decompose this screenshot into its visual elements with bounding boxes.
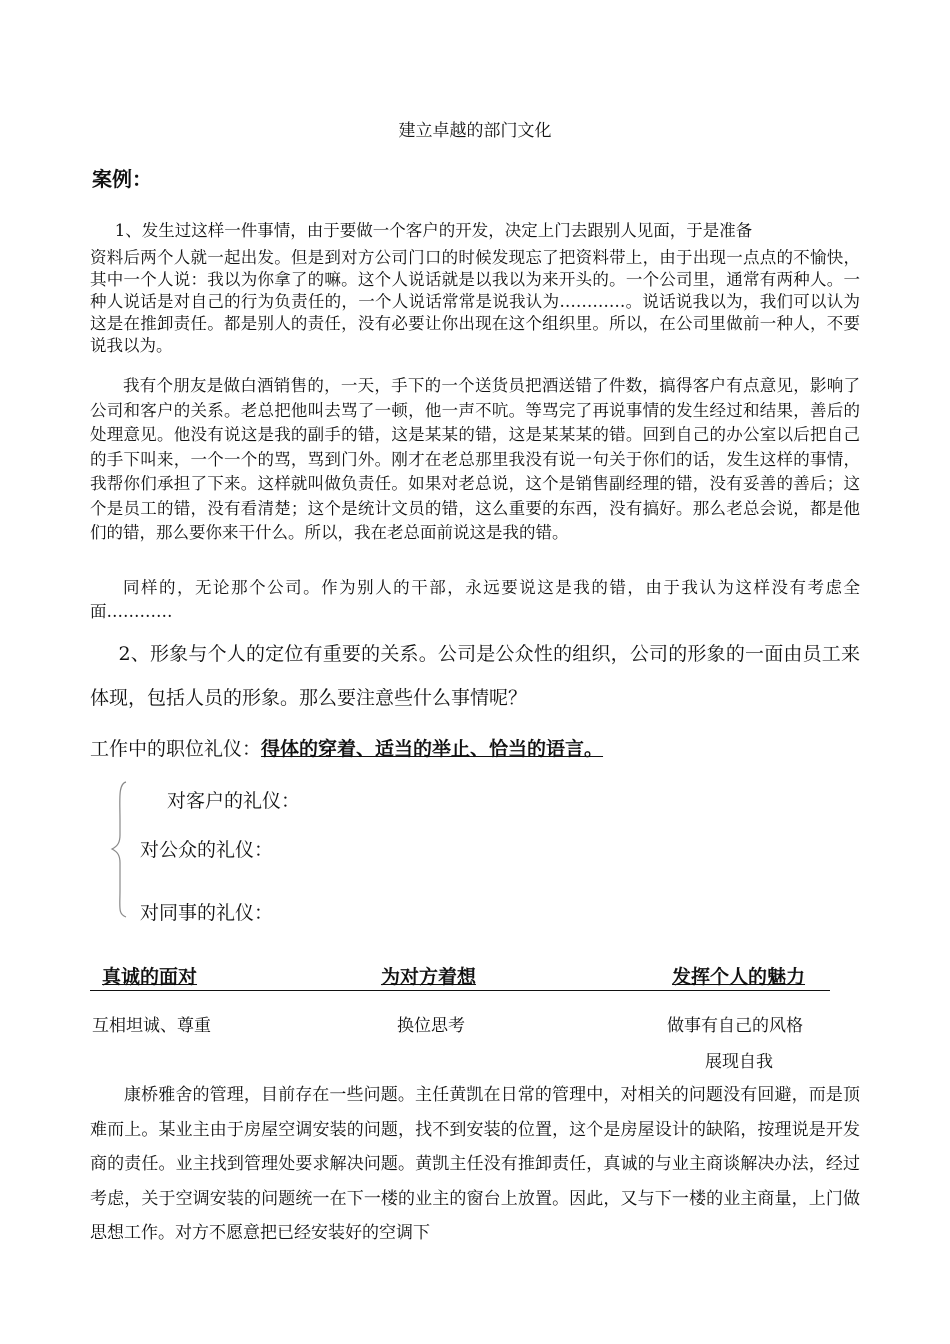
table-header-personal-charm: 发挥个人的魅力 [672, 966, 806, 988]
table-header-row [90, 962, 830, 991]
case-paragraph-1 [90, 214, 860, 357]
etiquette-line [90, 734, 603, 761]
image-section-paragraph: 2、形象与个人的定位有重要的关系。公司是公众性的组织，公司的形象的一面由员工来体现，包括人员的形象。那么要注意些什么事情呢？ [90, 643, 860, 709]
curly-brace-icon [108, 780, 138, 920]
case-heading: 案例： [92, 167, 152, 191]
case-paragraph-3: 同样的，无论那个公司。作为别人的干部，永远要说这是我的错，由于我认为这样没有考虑全面………… [90, 578, 860, 621]
case-paragraph-1-first-line: 1、发生过这样一件事情，由于要做一个客户的开发，决定上门去跟别人见面，于是准备 [114, 221, 753, 240]
table-cell-mutual-respect: 互相坦诚、尊重 [92, 1016, 211, 1036]
case-paragraph-1-body: 资料后两个人就一起出发。但是到对方公司门口的时候发现忘了把资料带上，由于出现一点点的不愉快，其中一个人说：我以为你拿了的嘛。这个人说话就是以我以为来开头的。一个公司里，通常有两种人。一种人说话是对自己的行为负责任的，一个人说话常常是说我认为…………。说话说我以为，我们可以认为这是在推卸责任。都是别人的责任，没有必要让你出现在这个组织里。所以，在公司里做前一种人，不要说我以为。 [90, 248, 860, 355]
management-paragraph: 康桥雅舍的管理，目前存在一些问题。主任黄凯在日常的管理中，对相关的问题没有回避，而是顶难而上。某业主由于房屋空调安装的问题，找不到安装的位置，这个是房屋设计的缺陷，按理说是开发商的责任。业主找到管理处要求解决问题。黄凯主任没有推卸责任，真诚的与业主商谈解决办法，经过考虑，关于空调安装的问题统一在下一楼的业主的窗台上放置。因此，又与下一楼的业主商量，上门做思想工作。对方不愿意把已经安装好的空调下 [90, 1085, 860, 1243]
brace-item-public: 对公众的礼仪： [140, 839, 274, 861]
case-paragraph-2: 我有个朋友是做白酒销售的，一天，手下的一个送货员把酒送错了件数，搞得客户有点意见，影响了公司和客户的关系。老总把他叫去骂了一顿，他一声不吭。等骂完了再说事情的发生经过和结果，善后的处理意见。他没有说这是我的副手的错，这是某某的错，这是某某某的错。回到自己的办公室以后把自己的手下叫来，一个一个的骂，骂到门外。刚才在老总那里我没有说一句关于你们的话，发生这样的事情，我帮你们承担了下来。这样就叫做负责任。如果对老总说，这个是销售副经理的错，没有妥善的善后；这个是员工的错，没有看清楚；这个是统计文员的错，这么重要的东西，没有搞好。那么老总会说，都是他们的错，那么要你来干什么。所以，我在老总面前说这是我的错。 [90, 376, 860, 542]
table-header-consider-others: 为对方着想 [381, 966, 477, 988]
table-header-sincere: 真诚的面对 [102, 966, 198, 988]
brace-item-colleague: 对同事的礼仪： [140, 902, 274, 924]
table-cell-show-self: 展现自我 [705, 1052, 773, 1072]
etiquette-value: 得体的穿着、适当的举止、恰当的语言。 [261, 738, 604, 760]
table-cell-empathy: 换位思考 [397, 1016, 465, 1036]
document-title: 建立卓越的部门文化 [398, 121, 552, 141]
etiquette-label: 工作中的职位礼仪： [90, 738, 262, 760]
brace-item-customer: 对客户的礼仪： [167, 790, 301, 812]
table-cell-own-style: 做事有自己的风格 [667, 1016, 803, 1036]
